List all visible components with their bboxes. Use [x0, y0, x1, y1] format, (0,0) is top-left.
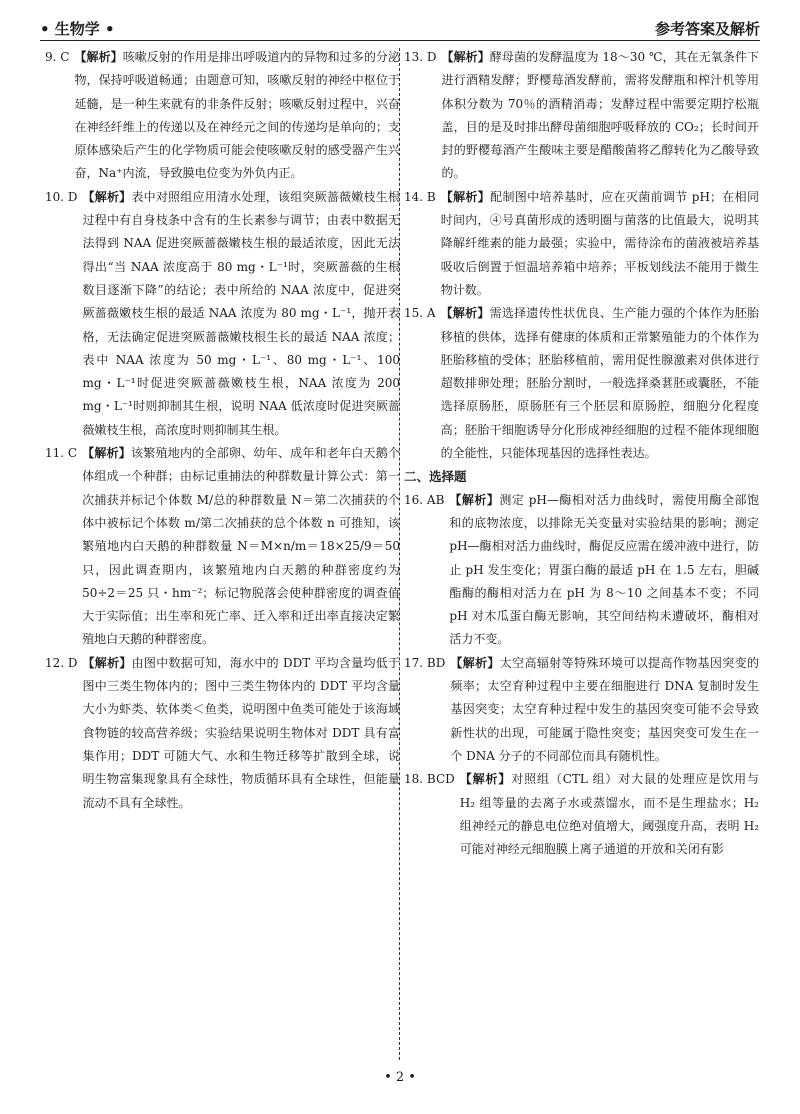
subject-label: • 生物学 •	[40, 20, 115, 38]
page-number: • 2 •	[384, 1070, 416, 1085]
page-header	[40, 12, 760, 41]
answer-item-11	[45, 442, 400, 652]
analysis-tag: 【解析】	[459, 772, 512, 787]
answer-item-16	[404, 489, 759, 652]
answer-number: 13. D	[404, 50, 437, 64]
answer-number: 17. BD	[404, 655, 446, 670]
answer-item-17	[404, 652, 759, 768]
answer-number: 18. BCD	[404, 772, 455, 787]
analysis-tag: 【解析】	[440, 189, 491, 204]
answer-text: 咳嗽反射的作用是排出呼吸道内的异物和过多的分泌物，保持呼吸道畅通；由题意可知，咳嗽反射的神经中枢位于延髓，是一种生来就有的非条件反射；咳嗽反射过程中，兴奋在神经纤维上的传递以及在神经元之间的传递均是单向的；支原体感染后产生的化学物质可能会使咳嗽反射的感受器产生兴奋，Na⁺内流，导致膜电位变为外负内正。	[74, 50, 400, 181]
answer-item-12	[45, 652, 400, 815]
section-title: 二、选择题	[404, 469, 467, 485]
answer-number: 9. C	[45, 50, 70, 64]
analysis-tag: 【解析】	[440, 306, 490, 321]
answer-number: 16. AB	[404, 492, 445, 507]
answer-item-15	[404, 302, 759, 465]
answer-text: 该繁殖地内的全部卵、幼年、成年和老年白天鹅个体组成一个种群；由标记重捕法的种群数量计算公式：第一次捕获并标记个体数 M/总的种群数量 N＝第二次捕获的个体中被标记个体数 m/第二次捕获的总个体数 n 可推知，该繁殖地内白天鹅的种群数量 N＝M×n/m＝18×25/9＝50 只，因此调查期内，该繁殖地内白天鹅的种群密度约为 50÷2＝25 只・hm⁻²；标记物脱落会使种群密度的调查值大于实际值；出生率和死亡率、迁入率和迁出率直接决定繁殖地白天鹅的种群密度。	[82, 446, 400, 647]
analysis-tag: 【解析】	[449, 492, 500, 507]
answer-text: 由图中数据可知，海水中的 DDT 平均含量均低于图中三类生物体内的；图中三类生物体内的 DDT 平均含量大小为虾类、软体类＜鱼类，说明图中鱼类可能处于该海域食物链的较高营养级；实验结果说明生物体对 DDT 具有富集作用；DDT 可随大气、水和生物迁移等扩散到全球，说明生物富集现象具有全球性，物质循环具有全球性，但能量流动不具有全球性。	[82, 655, 400, 810]
answer-number: 15. A	[404, 306, 436, 321]
answer-text: 配制图中培养基时，应在灭菌前调节 pH；在相同时间内，④号真菌形成的透明圈与菌落的比值最大，说明其降解纤维素的能力最强；实验中，需待涂布的菌液被培养基吸收后倒置于恒温培养箱中培养；平板划线法不能用于微生物计数。	[440, 189, 759, 297]
answer-text: 测定 pH—酶相对活力曲线时，需使用酶全部饱和的底物浓度，以排除无关变量对实验结果的影响；测定 pH—酶相对活力曲线时，酶促反应需在缓冲液中进行，防止 pH 发生变化；胃蛋白酶的最适 pH 在 1.5 左右，胆碱酯酶的酶相对活力在 pH 为 8～10 之间基本不变；不同 pH 对木瓜蛋白酶无影响，其空间结构未遭破坏，酶相对活力不变。	[449, 492, 759, 647]
answer-text: 太空高辐射等特殊环境可以提高作物基因突变的频率；太空育种过程中主要在细胞进行 DNA 复制时发生基因突变；太空育种过程中发生的基因突变可能不会导致新性状的出现，可能属于隐性突变；基因突变可发生在一个 DNA 分子的不同部位而具有随机性。	[450, 655, 759, 763]
analysis-tag: 【解析】	[74, 50, 123, 64]
answer-number: 14. B	[404, 189, 436, 204]
analysis-tag: 【解析】	[441, 50, 490, 64]
analysis-tag: 【解析】	[450, 655, 500, 670]
answer-item-10	[45, 186, 400, 442]
answer-text: 酵母菌的发酵温度为 18～30 ℃，其在无氧条件下进行酒精发酵；野樱莓酒发酵前，需将发酵瓶和榨汁机等用体积分数为 70％的酒精消毒；发酵过程中需要定期拧松瓶盖，目的是及时排出酵母菌细胞呼吸释放的 CO₂；长时间开封的野樱莓酒产生酸味主要是醋酸菌将乙醇转化为乙酸导致的。	[441, 50, 759, 181]
analysis-tag: 【解析】	[82, 446, 132, 461]
answer-item-14	[404, 186, 759, 302]
answer-text: 表中对照组应用清水处理，该组突厥蔷薇嫩枝生根过程中有自身枝条中含有的生长素参与调节；由表中数据无法得到 NAA 促进突厥蔷薇嫩枝生根的最适浓度，因此无法得出“当 NAA 浓度高于 80 mg・L⁻¹时，突厥蔷薇的生根数目逐渐下降”的结论；表中所给的 NAA 浓度中，促进突厥蔷薇嫩枝生根的最适 NAA 浓度为 80 mg・L⁻¹，抛开表格，无法确定促进突厥蔷薇嫩枝根生长的最适 NAA 浓度；表中 NAA 浓度为 50 mg・L⁻¹、80 mg・L⁻¹、100 mg・L⁻¹时促进突厥蔷薇嫩枝生根，NAA 浓度为 200 mg・L⁻¹时则抑制其生根，说明 NAA 低浓度时促进突厥蔷薇嫩枝生根，高浓度时则抑制其生根。	[82, 189, 400, 437]
answer-item-13	[404, 46, 759, 186]
analysis-tag: 【解析】	[82, 655, 132, 670]
answer-number: 11. C	[45, 446, 78, 461]
left-column	[45, 46, 400, 815]
right-column	[404, 46, 759, 861]
answer-item-9	[45, 46, 400, 186]
answer-text: 需选择遗传性状优良、生产能力强的个体作为胚胎移植的供体，选择有健康的体质和正常繁殖能力的个体作为胚胎移植的受体；胚胎移植前，需用促性腺激素对供体进行超数排卵处理；胚胎分割时，一般选择桑葚胚或囊胚，不能选择原肠胚，原肠胚有三个胚层和原肠腔，细胞分化程度高；胚胎干细胞诱导分化形成神经细胞的过程不能体现细胞的全能性，只能体现基因的选择性表达。	[440, 306, 759, 461]
answer-text: 对照组（CTL 组）对大鼠的处理应是饮用与 H₂ 组等量的去离子水或蒸馏水，而不是生理盐水；H₂ 组神经元的静息电位绝对值增大，阈强度升高，表明 H₂ 可能对神经元细胞膜上离子通道的开放和关闭有影	[459, 772, 759, 857]
analysis-tag: 【解析】	[82, 189, 132, 204]
answer-number: 12. D	[45, 655, 78, 670]
answer-number: 10. D	[45, 189, 78, 204]
header-title: 参考答案及解析	[654, 20, 760, 38]
column-divider	[399, 48, 400, 1060]
answer-item-18	[404, 768, 759, 861]
